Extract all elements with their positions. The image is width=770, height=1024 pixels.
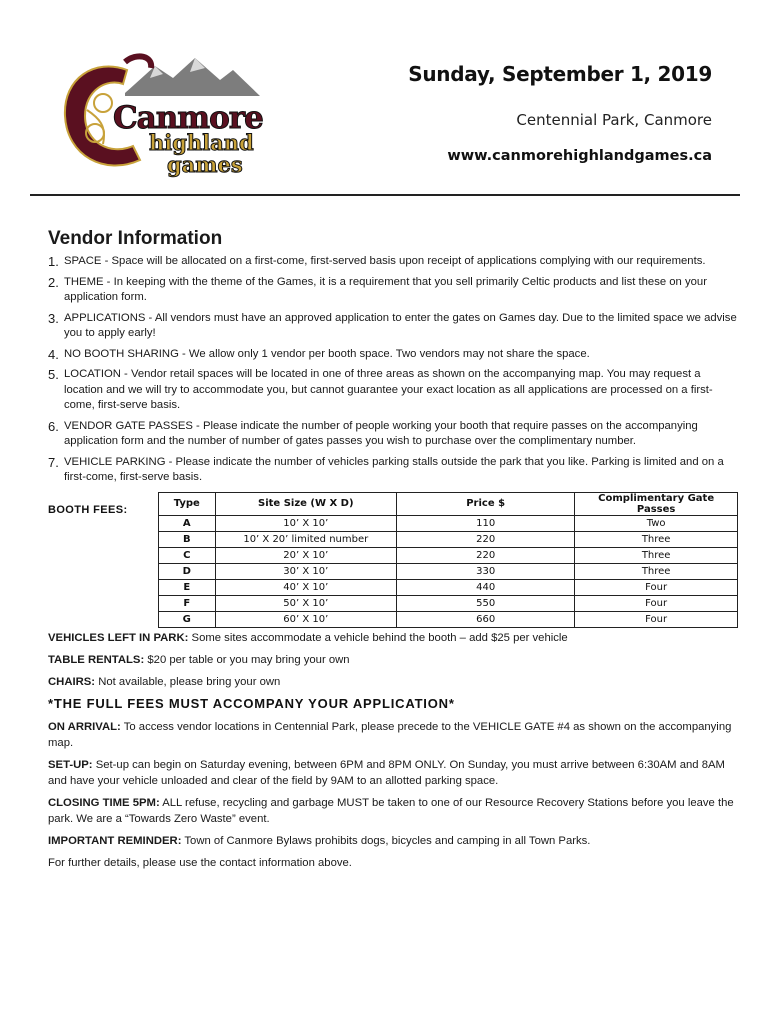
closing-text: ALL refuse, recycling and garbage MUST be taken to one of our Resource Recovery Stations before you leave the park. We are a “Towards Zero Waste” event. <box>48 796 734 825</box>
cell-type: F <box>159 595 216 611</box>
document-header <box>0 0 770 200</box>
arrival-text: To access vendor locations in Centennial Park, please precede to the VEHICLE GATE #4 as shown on the accompanying map. <box>48 720 732 749</box>
item-text: SPACE - Space will be allocated on a first-come, first-served basis upon receipt of applications complying with our requirements. <box>64 255 706 267</box>
cell-gate-passes: Four <box>575 595 738 611</box>
cell-gate-passes: Three <box>575 547 738 563</box>
chairs-text: Not available, please bring your own <box>95 675 281 688</box>
table-rentals-label: TABLE RENTALS: <box>48 653 145 666</box>
item-number: 3. <box>48 310 59 326</box>
booth-fees-label: BOOTH FEES: <box>48 503 128 516</box>
cell-price: 330 <box>397 563 575 579</box>
cell-price: 660 <box>397 611 575 627</box>
reminder-label: IMPORTANT REMINDER: <box>48 834 182 847</box>
booth-fees-table <box>158 492 738 628</box>
cell-site-size: 30’ X 10’ <box>215 563 396 579</box>
list-item <box>48 254 738 270</box>
item-number: 1. <box>48 254 59 269</box>
cell-price: 550 <box>397 595 575 611</box>
table-row <box>159 611 738 627</box>
vehicles-label: VEHICLES LEFT IN PARK: <box>48 631 189 644</box>
cell-type: B <box>159 531 216 547</box>
vehicles-note <box>48 630 738 646</box>
event-date: Sunday, September 1, 2019 <box>408 62 712 86</box>
arrival-label: ON ARRIVAL: <box>48 720 121 733</box>
cell-type: A <box>159 515 216 531</box>
item-number: 4. <box>48 346 59 362</box>
vendor-rules-list <box>48 254 738 486</box>
cell-type: G <box>159 611 216 627</box>
cell-type: D <box>159 563 216 579</box>
logo-word-canmore: Canmore <box>113 100 263 136</box>
booth-fees-section <box>48 492 738 624</box>
list-item <box>48 455 738 486</box>
header-price: Price $ <box>397 492 575 515</box>
item-number: 5. <box>48 367 59 382</box>
list-item <box>48 367 738 414</box>
cell-type: E <box>159 579 216 595</box>
table-row <box>159 531 738 547</box>
cell-site-size: 40’ X 10’ <box>215 579 396 595</box>
item-text: APPLICATIONS - All vendors must have an approved application to enter the gates on Games day. Due to the limited space we advise you to apply early! <box>64 311 737 339</box>
cell-site-size: 20’ X 10’ <box>215 547 396 563</box>
event-website: www.canmorehighlandgames.ca <box>447 148 712 164</box>
item-text: LOCATION - Vendor retail spaces will be located in one of three areas as shown on the accompanying map. You may request a location and we will try to accommodate you, but cannot guarantee your exact location as all applications are processed on a first-come, first-serve basis. <box>64 368 713 411</box>
cell-site-size: 10’ X 20’ limited number <box>215 531 396 547</box>
item-text: VEHICLE PARKING - Please indicate the number of vehicles parking stalls outside the park that you like. Parking is limited and on a first-come, first-serve basis. <box>64 455 724 483</box>
cell-gate-passes: Four <box>575 579 738 595</box>
table-row <box>159 579 738 595</box>
reminder-note <box>48 833 738 849</box>
setup-label: SET-UP: <box>48 758 93 771</box>
logo-word-games: games <box>167 152 243 177</box>
logo-word-highland: highland <box>149 130 254 155</box>
cell-gate-passes: Three <box>575 531 738 547</box>
item-number: 7. <box>48 454 59 470</box>
item-text: THEME - In keeping with the theme of the Games, it is a requirement that you sell primarily Celtic products and list these on your application form. <box>64 275 707 303</box>
table-row <box>159 515 738 531</box>
reminder-text: Town of Canmore Bylaws prohibits dogs, bicycles and camping in all Town Parks. <box>181 834 591 847</box>
cell-type: C <box>159 547 216 563</box>
header-type: Type <box>159 492 216 515</box>
list-item <box>48 311 738 342</box>
cell-price: 220 <box>397 531 575 547</box>
event-location: Centennial Park, Canmore <box>516 111 712 129</box>
table-row <box>159 563 738 579</box>
further-details-note: For further details, please use the contact information above. <box>48 856 352 869</box>
table-row <box>159 547 738 563</box>
item-text: VENDOR GATE PASSES - Please indicate the number of people working your booth that require passes on the accompanying application form and the number of number of gates passes you wish to purchase over the complimentary number. <box>64 419 698 447</box>
cell-price: 110 <box>397 515 575 531</box>
cell-site-size: 60’ X 10’ <box>215 611 396 627</box>
item-number: 2. <box>48 274 59 290</box>
cell-site-size: 10’ X 10’ <box>215 515 396 531</box>
setup-text: Set-up can begin on Saturday evening, between 6PM and 8PM ONLY. On Sunday, you must arrive between 6:30AM and 8AM and have your vehicle unloaded and clear of the field by 9AM to an allotted parking space. <box>48 758 725 787</box>
list-item <box>48 275 738 306</box>
table-header-row <box>159 492 738 515</box>
header-site-size: Site Size (W X D) <box>215 492 396 515</box>
item-number: 6. <box>48 418 59 434</box>
list-item <box>48 347 738 363</box>
fees-notice: *THE FULL FEES MUST ACCOMPANY YOUR APPLICATION* <box>48 695 455 711</box>
table-rentals-note <box>48 652 738 668</box>
cell-site-size: 50’ X 10’ <box>215 595 396 611</box>
document-body <box>48 228 738 877</box>
vehicles-text: Some sites accommodate a vehicle behind the booth – add $25 per vehicle <box>188 631 568 644</box>
chairs-label: CHAIRS: <box>48 675 96 688</box>
closing-label: CLOSING TIME 5PM: <box>48 796 160 809</box>
header-divider <box>30 194 740 196</box>
table-rentals-text: $20 per table or you may bring your own <box>144 653 350 666</box>
closing-note <box>48 795 738 827</box>
arrival-note <box>48 719 738 751</box>
setup-note <box>48 757 738 789</box>
item-text: NO BOOTH SHARING - We allow only 1 vendor per booth space. Two vendors may not share the space. <box>64 347 590 360</box>
cell-gate-passes: Three <box>575 563 738 579</box>
list-item <box>48 419 738 450</box>
header-gate-passes: Complimentary Gate Passes <box>575 492 738 515</box>
cell-price: 440 <box>397 579 575 595</box>
cell-gate-passes: Two <box>575 515 738 531</box>
section-title: Vendor Information <box>48 228 223 249</box>
canmore-highland-games-logo <box>55 48 280 183</box>
chairs-note <box>48 674 738 690</box>
cell-price: 220 <box>397 547 575 563</box>
cell-gate-passes: Four <box>575 611 738 627</box>
table-row <box>159 595 738 611</box>
